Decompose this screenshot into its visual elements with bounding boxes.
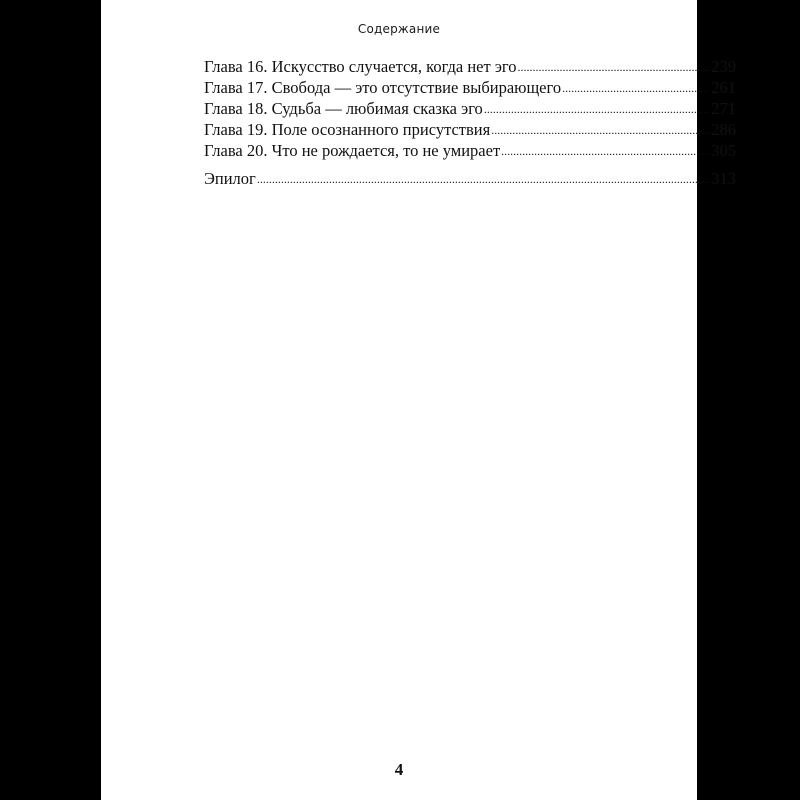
dot-leader — [491, 118, 710, 141]
dot-leader — [501, 139, 710, 162]
toc-entry-page: 239 — [711, 57, 736, 76]
toc-entry-epilogue — [204, 168, 736, 189]
running-head: Содержание — [357, 22, 441, 36]
toc-entry — [204, 56, 736, 77]
toc-entry-page: 261 — [711, 78, 736, 97]
toc-entry-page: 286 — [711, 120, 736, 139]
dot-leader — [257, 167, 710, 190]
toc-entry-page: 305 — [711, 141, 736, 160]
dot-leader — [562, 76, 710, 99]
toc-entry — [204, 140, 736, 161]
toc-entry — [204, 98, 736, 119]
toc-entry-title: Глава 17. Свобода — это отсутствие выбирающего — [204, 78, 562, 97]
toc-entry — [204, 119, 736, 140]
scan-border-left — [0, 0, 101, 800]
toc-entry-title: Глава 19. Поле осознанного присутствия — [204, 120, 491, 139]
page-number: 4 — [394, 760, 404, 779]
toc-entry-page: 271 — [711, 99, 736, 118]
dot-leader — [484, 97, 710, 120]
toc-entry-title: Эпилог — [204, 169, 256, 188]
table-of-contents — [204, 56, 736, 189]
toc-entry-title: Глава 16. Искусство случается, когда нет эго — [204, 57, 517, 76]
book-page — [101, 0, 736, 800]
toc-entry-page: 313 — [711, 169, 736, 188]
dot-leader — [518, 55, 711, 78]
toc-entry-title: Глава 20. Что не рождается, то не умирает — [204, 141, 501, 160]
toc-entry — [204, 77, 736, 98]
toc-entry-title: Глава 18. Судьба — любимая сказка эго — [204, 99, 483, 118]
